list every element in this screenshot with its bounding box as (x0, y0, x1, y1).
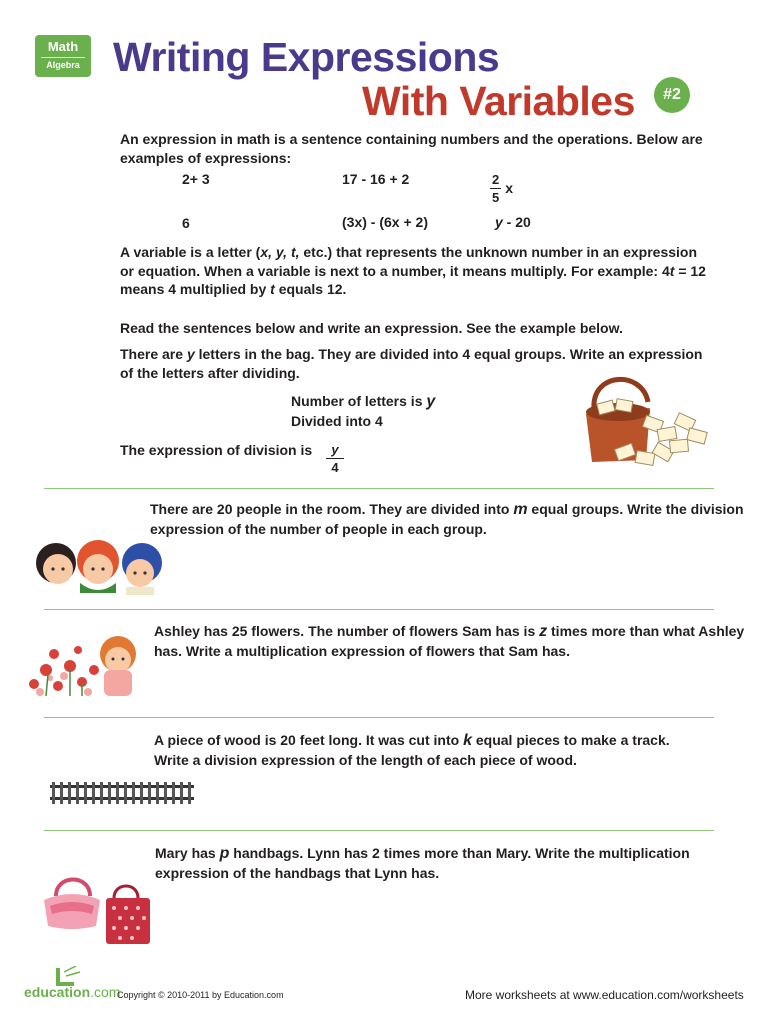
track-illustration (48, 780, 196, 806)
example-expression-6 (495, 213, 531, 232)
expression-rest: - 20 (502, 214, 531, 230)
variable-y: y (426, 393, 436, 410)
instructions: Read the sentences below and write an expression. See the example below. (120, 320, 623, 336)
text-span: Number of letters is (291, 393, 427, 409)
text-span: Ashley has 25 flowers. The number of flowers Sam has is (154, 623, 540, 639)
variable-y: y (186, 346, 195, 362)
title-line1: Writing Expressions (113, 34, 500, 80)
variable-definition (120, 243, 706, 299)
text-span: A variable is a letter ( (120, 244, 261, 260)
text-span: = 12 (674, 262, 706, 279)
logo-icon (54, 966, 84, 986)
education-logo (24, 966, 121, 1002)
expression-label: The expression of division is (120, 442, 313, 458)
fraction-numerator: y (326, 442, 344, 459)
variable-definition-line1 (120, 243, 706, 262)
topic-label: Algebra (46, 60, 80, 70)
variable-definition-line3 (120, 280, 706, 299)
fraction-two-fifths (490, 172, 501, 205)
question-2-line2: has. Write a multiplication expression of flowers that Sam has. (154, 642, 570, 659)
fraction-variable: x (505, 180, 514, 197)
question-2-line1 (154, 622, 744, 642)
question-1-line2: expression of the number of people in each group. (150, 520, 487, 537)
text-span: equal groups. Write the division (527, 501, 744, 517)
letter-bag-illustration (580, 368, 712, 476)
fraction-numerator: 2 (492, 172, 500, 187)
logo-domain: .com (90, 984, 121, 1000)
section-divider (44, 488, 714, 489)
subject-badge (35, 35, 91, 77)
text-span: There are (120, 346, 187, 362)
worksheet-number-badge: #2 (654, 77, 690, 113)
section-divider (44, 717, 714, 718)
text-span: times more than what Ashley (547, 623, 745, 639)
text-span: Mary has (155, 845, 220, 861)
variable-k: k (463, 732, 472, 749)
example-problem-line2: of the letters after dividing. (120, 364, 300, 381)
flowers-illustration (24, 626, 140, 702)
children-illustration (28, 533, 166, 597)
question-4 (155, 844, 690, 882)
question-1 (150, 500, 744, 538)
example-problem-line1 (120, 345, 702, 364)
more-worksheets-link[interactable]: More worksheets at www.education.com/worksheets (465, 988, 744, 1002)
logo-text: education (24, 984, 91, 1000)
variable-t: t (669, 262, 675, 279)
example-expression-3 (490, 172, 513, 205)
logo-wordmark (24, 984, 121, 1000)
variable-t: t (270, 281, 275, 297)
example-answer-fraction (326, 442, 344, 475)
variable-list: x, y, t, (260, 244, 300, 260)
example-notes (291, 392, 435, 430)
handbags-illustration (40, 866, 156, 948)
text-span: handbags. Lynn has 2 times more than Mary. Write the multiplication (229, 845, 690, 861)
badge-divider (41, 57, 85, 58)
text-span: A piece of wood is 20 feet long. It was cut into (154, 732, 464, 748)
intro-line2: examples of expressions: (120, 149, 292, 166)
question-3-line1 (154, 731, 670, 751)
text-span: There are 20 people in the room. They are divided into (150, 501, 514, 517)
question-3 (154, 731, 670, 769)
intro-paragraph (120, 130, 703, 167)
intro-line1: An expression in math is a sentence containing numbers and the operations. Below are (120, 131, 703, 147)
text-span: etc.) that represents the unknown number in an expression (299, 244, 698, 260)
text-span: equals 12. (274, 281, 347, 297)
subject-label: Math (47, 39, 79, 54)
text-span: or equation. When a variable is next to a number, it means multiply. For example: 4 (120, 262, 670, 279)
variable-y: y (495, 214, 503, 230)
variable-m: m (513, 501, 528, 518)
variable-z: z (539, 623, 548, 640)
question-4-line1 (155, 844, 690, 864)
copyright: Copyright © 2010-2011 by Education.com (117, 990, 284, 1000)
text-span: means 4 multiplied by (120, 281, 271, 297)
text-span: letters in the bag. They are divided into 4 equal groups. Write an expression (194, 346, 703, 362)
variable-p: p (219, 845, 230, 862)
question-2 (154, 622, 744, 660)
section-divider (44, 830, 714, 831)
section-divider (44, 609, 714, 610)
question-3-line2: Write a division expression of the length of each piece of wood. (154, 751, 577, 768)
text-span: equal pieces to make a track. (471, 732, 670, 748)
example-note-1 (291, 392, 435, 412)
example-expression-4: 6 (182, 215, 190, 231)
example-note-2: Divided into 4 (291, 412, 383, 429)
example-expression-1: 2+ 3 (182, 171, 210, 187)
example-expression-5: (3x) - (6x + 2) (342, 214, 428, 230)
title-line2: With Variables (362, 78, 635, 124)
variable-definition-line2 (120, 262, 706, 281)
fraction-denominator: 5 (492, 190, 500, 205)
example-expression-2: 17 - 16 + 2 (342, 171, 410, 187)
question-4-line2: expression of the handbags that Lynn has. (155, 864, 440, 881)
question-1-line1 (150, 500, 744, 520)
fraction-denominator: 4 (331, 460, 339, 475)
